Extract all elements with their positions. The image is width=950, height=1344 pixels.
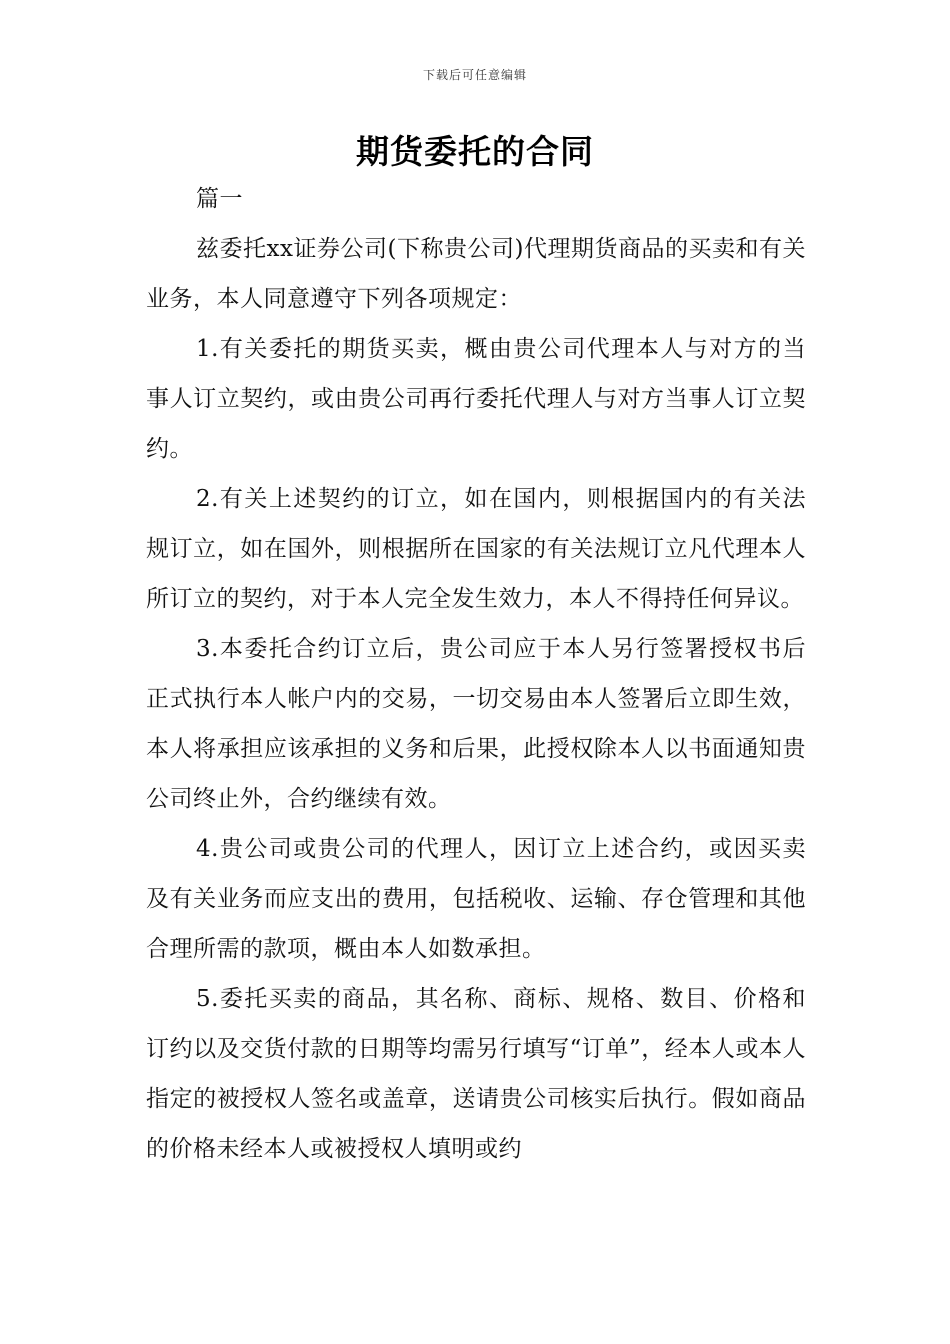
document-title: 期货委托的合同: [356, 132, 594, 171]
paragraph-clause-1: 1.有关委托的期货买卖，概由贵公司代理本人与对方的当事人订立契约，或由贵公司再行委托代理人与对方当事人订立契约。: [146, 336, 806, 462]
paragraph-intro: 兹委托xx证券公司(下称贵公司)代理期货商品的买卖和有关业务，本人同意遵守下列各项规定：: [146, 236, 806, 312]
document-body: [146, 174, 806, 1174]
paragraph-clause-2: 2.有关上述契约的订立，如在国内，则根据国内的有关法规订立，如在国外，则根据所在国家的有关法规订立凡代理本人所订立的契约，对于本人完全发生效力，本人不得持任何异议。: [146, 486, 806, 612]
paragraph-clause-5: 5.委托买卖的商品，其名称、商标、规格、数目、价格和订约以及交货付款的日期等均需另行填写“订单”，经本人或本人指定的被授权人签名或盖章，送请贵公司核实后执行。假如商品的价格未经本人或被授权人填明或约: [146, 986, 806, 1162]
paragraph-clause-3: 3.本委托合约订立后，贵公司应于本人另行签署授权书后正式执行本人帐户内的交易，一切交易由本人签署后立即生效，本人将承担应该承担的义务和后果，此授权除本人以书面通知贵公司终止外，合约继续有效。: [146, 636, 806, 812]
section-heading: 篇一: [196, 186, 243, 212]
header-note: 下载后可任意编辑: [422, 68, 527, 82]
paragraph-clause-4: 4.贵公司或贵公司的代理人，因订立上述合约，或因买卖及有关业务而应支出的费用，包括税收、运输、存仓管理和其他合理所需的款项，概由本人如数承担。: [146, 836, 806, 962]
